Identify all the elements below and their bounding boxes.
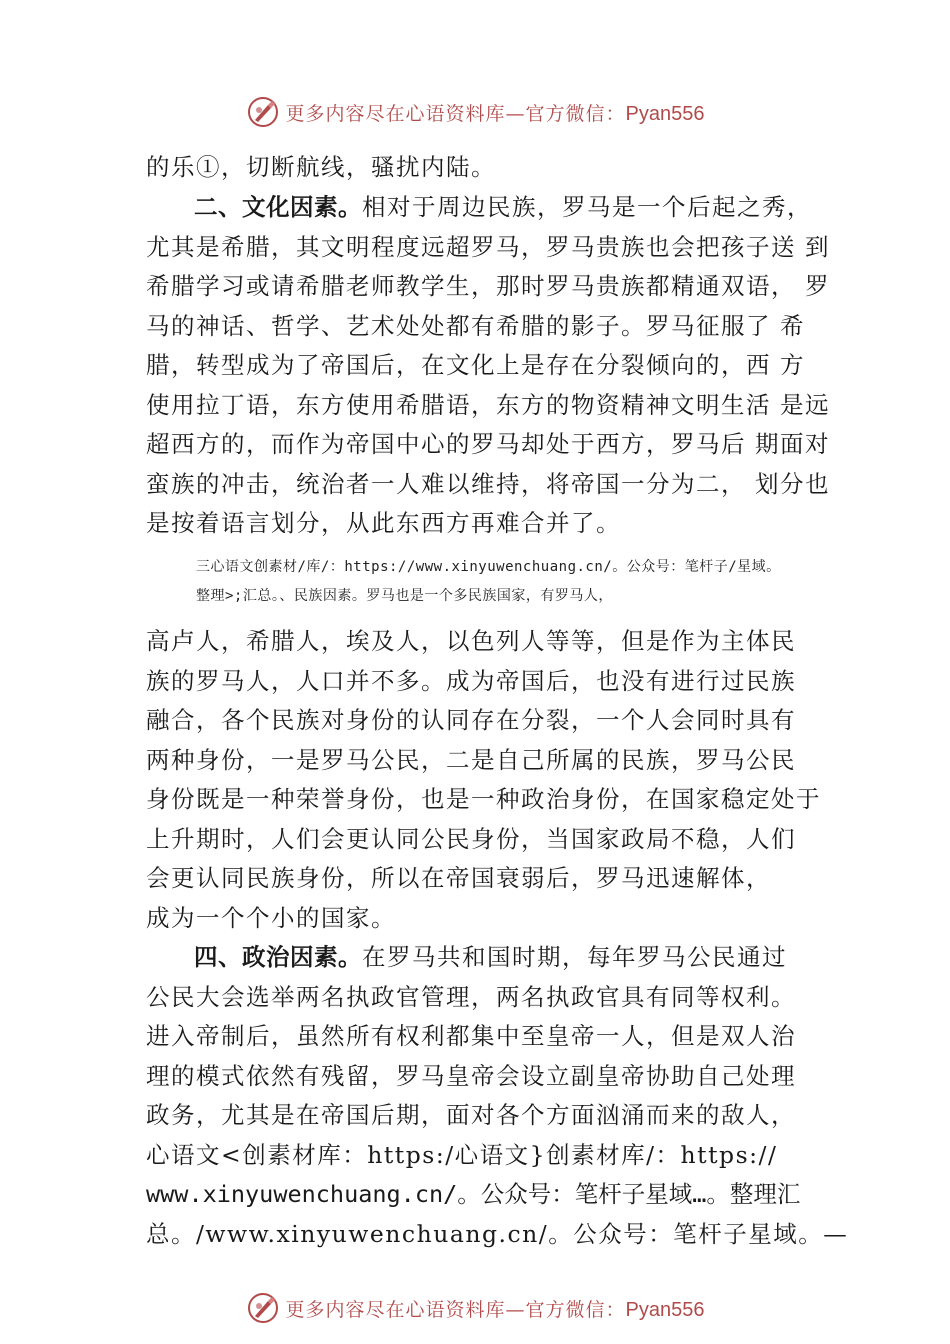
text-line: 政务，尤其是在帝国后期，面对各个方面汹涌而来的敌人， bbox=[146, 1101, 796, 1129]
text-line: www.xinyuwenchuang.cn/。公众号：笔杆子星域…。整理汇 bbox=[146, 1180, 801, 1208]
text-line: 进入帝制后，虽然所有权利都集中至皇帝一人，但是双人治 bbox=[146, 1022, 796, 1050]
header-banner bbox=[0, 92, 950, 132]
small-text-line: 整理>;汇总。、民族因素。罗马也是一个多民族国家，有罗马人， bbox=[196, 588, 613, 604]
small-text-line: 三心语文创素材/库/：https://www.xinyuwenchuang.cn/。公众号：笔杆子/星域。 bbox=[196, 559, 781, 575]
footer-banner-id: Pyan556 bbox=[625, 1298, 705, 1321]
text-line: 总。/www.xinyuwenchuang.cn/。公众号：笔杆子星域。— bbox=[146, 1219, 849, 1248]
text-line: 族的罗马人，人口并不多。成为帝国后，也没有进行过民族 bbox=[146, 666, 796, 695]
footer-banner bbox=[0, 1288, 950, 1328]
text-line: 心语文<创素材库：https:/心语文}创素材库/：https:// bbox=[146, 1140, 778, 1169]
paragraph-ethnicity bbox=[146, 622, 836, 938]
paragraph-continuation bbox=[146, 148, 836, 188]
text-line: 成为一个个小的国家。 bbox=[146, 903, 396, 932]
paragraph-culture bbox=[146, 188, 836, 544]
text-line: 超西方的，而作为帝国中心的罗马却处于西方，罗马后 期面对 bbox=[146, 430, 830, 458]
text-line: 会更认同民族身份，所以在帝国衰弱后，罗马迅速解体， bbox=[146, 864, 771, 892]
pen-logo-icon bbox=[246, 95, 280, 129]
section-heading-politics: 四、政治因素。 bbox=[194, 943, 362, 971]
text-line: 上升期时，人们会更认同公民身份，当国家政局不稳，人们 bbox=[146, 824, 796, 853]
text-line: 理的模式依然有残留，罗马皇帝会设立副皇帝协助自己处理 bbox=[146, 1061, 796, 1090]
pen-logo-icon bbox=[246, 1291, 280, 1325]
text-line: 腊，转型成为了帝国后，在文化上是存在分裂倾向的，西 方 bbox=[146, 351, 805, 379]
text-line: 的乐①，切断航线，骚扰内陆。 bbox=[146, 153, 496, 181]
section-heading-culture: 二、文化因素。 bbox=[194, 193, 362, 221]
text-line: 融合，各个民族对身份的认同存在分裂，一个人会同时具有 bbox=[146, 706, 796, 734]
text-line: 四、政治因素。在罗马共和国时期，每年罗马公民通过 bbox=[194, 943, 787, 971]
small-text-block bbox=[196, 553, 876, 611]
text-line: 使用拉丁语，东方使用希腊语，东方的物资精神文明生活 是远 bbox=[146, 390, 830, 419]
text-line: 二、文化因素。相对于周边民族，罗马是一个后起之秀， bbox=[194, 193, 812, 221]
footer-banner-text: 更多内容尽在心语资料库—官方微信：Pyan556 bbox=[285, 1298, 705, 1321]
text-line: 公民大会选举两名执政官管理，两名执政官具有同等权利。 bbox=[146, 982, 796, 1011]
text-line: 蛮族的冲击，统治者一人难以维持，将帝国一分为二， 划分也 bbox=[146, 469, 830, 498]
text-line: 马的神话、哲学、艺术处处都有希腊的影子。罗马征服了 希 bbox=[146, 311, 805, 340]
text-line: 希腊学习或请希腊老师教学生，那时罗马贵族都精通双语， 罗 bbox=[146, 272, 830, 300]
header-banner-text: 更多内容尽在心语资料库—官方微信：Pyan556 bbox=[285, 102, 705, 125]
text-line: 是按着语言划分，从此东西方再难合并了。 bbox=[146, 509, 621, 537]
paragraph-politics bbox=[146, 938, 849, 1254]
text-line: 高卢人，希腊人，埃及人，以色列人等等，但是作为主体民 bbox=[146, 627, 796, 655]
text-line: 身份既是一种荣誉身份，也是一种政治身份，在国家稳定处于 bbox=[146, 785, 821, 813]
text-line: 尤其是希腊，其文明程度远超罗马，罗马贵族也会把孩子送 到 bbox=[146, 232, 830, 261]
header-banner-id: Pyan556 bbox=[625, 102, 705, 125]
text-line: 两种身份，一是罗马公民，二是自己所属的民族，罗马公民 bbox=[146, 745, 796, 774]
